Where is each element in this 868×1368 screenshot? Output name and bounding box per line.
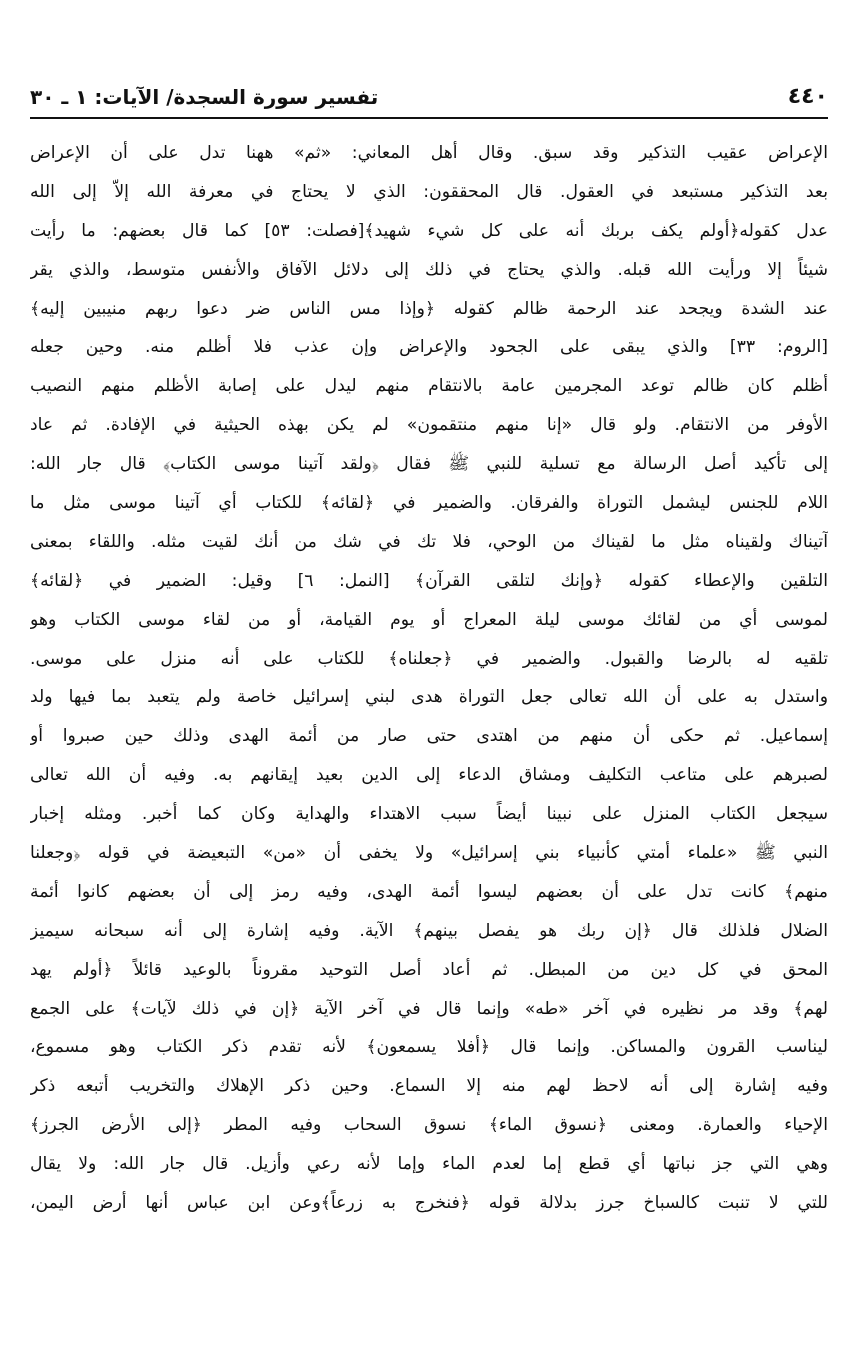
text-line: ليناسب القرون والمساكن. وإنما قال ﴿أفلا يسمعون﴾ لأنه تقدم ذكر الكتاب وهو مسموع،: [30, 1037, 828, 1058]
text-line: بعد التذكير مستبعد في العقول. قال المحققون: الذي لا يحتاج في معرفة الله إلاّ إلى الله: [30, 181, 828, 202]
text-line: [الروم: ٣٣] والذي يبقى على الجحود والإعراض وإن عذب فلا أظلم منه. وحين جعله: [30, 337, 828, 358]
text-line: أظلم كان ظالم توعد المجرمين عامة بالانتقام منهم ليدل على إصابة الأظلم منهم النصيب: [30, 376, 828, 397]
text-line: الأوفر من الانتقام. ولو قال «إنا منهم منتقمون» لم يكن بهذه الحيثية في الإفادة. ثم عاد: [30, 415, 828, 436]
running-head: [30, 78, 828, 112]
text-line: تلقيه له بالرضا والقبول. والضمير في ﴿جعلناه﴾ للكتاب على أنه منزل على موسى.: [30, 648, 828, 669]
text-line: الإحياء والعمارة. ومعنى ﴿نسوق الماء﴾ نسوق السحاب وفيه المطر ﴿إلى الأرض الجرز﴾: [30, 1115, 828, 1136]
text-line: اللام للجنس ليشمل التوراة والفرقان. والضمير في ﴿لقائه﴾ للكتاب أي آتينا موسى مثل ما: [30, 493, 828, 514]
text-line: إسماعيل. ثم حكى أن منهم من اهتدى حتى صار من أئمة الهدى وذلك حين صبروا أو: [30, 726, 828, 747]
text-line: وهي التي جز نباتها أي قطع إما لعدم الماء وإما لأنه رعي وأزيل. قال جار الله: ولا يقال: [30, 1154, 828, 1175]
text-line: إلى تأكيد أصل الرسالة مع تسلية للنبي ﷺ فقال ﴿ولقد آتينا موسى الكتاب﴾ قال جار الله:: [30, 454, 828, 475]
text-line: لصبرهم على متاعب التكليف ومشاق الدعاء إلى الدين بعيد إيقانهم به. وفيه أن الله تعالى: [30, 765, 828, 786]
text-line: لهم﴾ وقد مر نظيره في آخر «طه» وإنما قال في آخر الآية ﴿إن في ذلك لآيات﴾ على الجمع: [30, 998, 828, 1019]
text-line: سيجعل الكتاب المنزل على نبينا أيضاً سبب الاهتداء والهداية وكان كما أخبر. ومثله إخبار: [30, 804, 828, 825]
text-line: الضلال فلذلك قال ﴿إن ربك هو يفصل بينهم﴾ الآية. وفيه إشارة إلى أنه سبحانه سيميز: [30, 920, 828, 941]
text-line: التلقين والإعطاء كقوله ﴿وإنك لتلقى القرآن﴾ [النمل: ٦] وقيل: الضمير في ﴿لقائه﴾: [30, 570, 828, 591]
header-rule: [30, 117, 828, 119]
page-number: ٤٤٠: [787, 84, 828, 109]
running-title: تفسير سورة السجدة/ الآيات: ١ ـ ٣٠: [30, 85, 379, 109]
text-line: الإعراض عقيب التذكير وقد سبق. وقال أهل المعاني: «ثم» ههنا تدل على أن الإعراض: [30, 143, 828, 163]
text-line: عند الشدة ويجحد عند الرحمة ظالم كقوله ﴿وإذا مس الناس ضر دعوا ربهم منيبين إليه﴾: [30, 298, 828, 319]
text-line: عدل كقوله﴿أولم يكف بربك أنه على كل شيء شهيد﴾[فصلت: ٥٣] كما قال بعضهم: ما رأيت: [30, 220, 828, 241]
body-text: [30, 134, 828, 1223]
text-line: آتيناك ولقيناه مثل ما لقيناك من الوحي، فلا تك في شك من أنك لقيت مثله. واللقاء بمعنى: [30, 531, 828, 552]
text-line: النبي ﷺ «علماء أمتي كأنبياء بني إسرائيل» ولا يخفى أن «من» التبعيضة في قوله ﴿وجعلنا: [30, 843, 828, 864]
text-line: واستدل به على أن الله تعالى جعل التوراة هدى لبني إسرائيل خاصة ولم يتعبد بما فيها ولد: [30, 687, 828, 708]
text-line: لموسى أي من لقائك موسى ليلة المعراج أو يوم القيامة، أو من لقاء موسى الكتاب وهو: [30, 609, 828, 630]
text-line: شيئاً إلا ورأيت الله قبله. والذي يحتاج في ذلك إلى دلائل الآفاق والأنفس متوسط، والذي يقر: [30, 259, 828, 280]
text-line: المحق في كل دين من المبطل. ثم أعاد أصل التوحيد مقروناً بالوعيد قائلاً ﴿أولم يهد: [30, 959, 828, 980]
text-line: للتي لا تنبت كالسباخ جرز بدلالة قوله ﴿فنخرج به زرعاً﴾وعن ابن عباس أنها أرض اليمن،: [30, 1193, 828, 1214]
text-line: منهم﴾ كانت تدل على أن بعضهم ليسوا أئمة الهدى، وفيه رمز إلى أن بعضهم كانوا أئمة: [30, 881, 828, 902]
text-line: وفيه إشارة إلى أنه لاحظ لهم منه إلا السماع. وحين ذكر الإهلاك والتخريب أتبعه ذكر: [30, 1076, 828, 1097]
